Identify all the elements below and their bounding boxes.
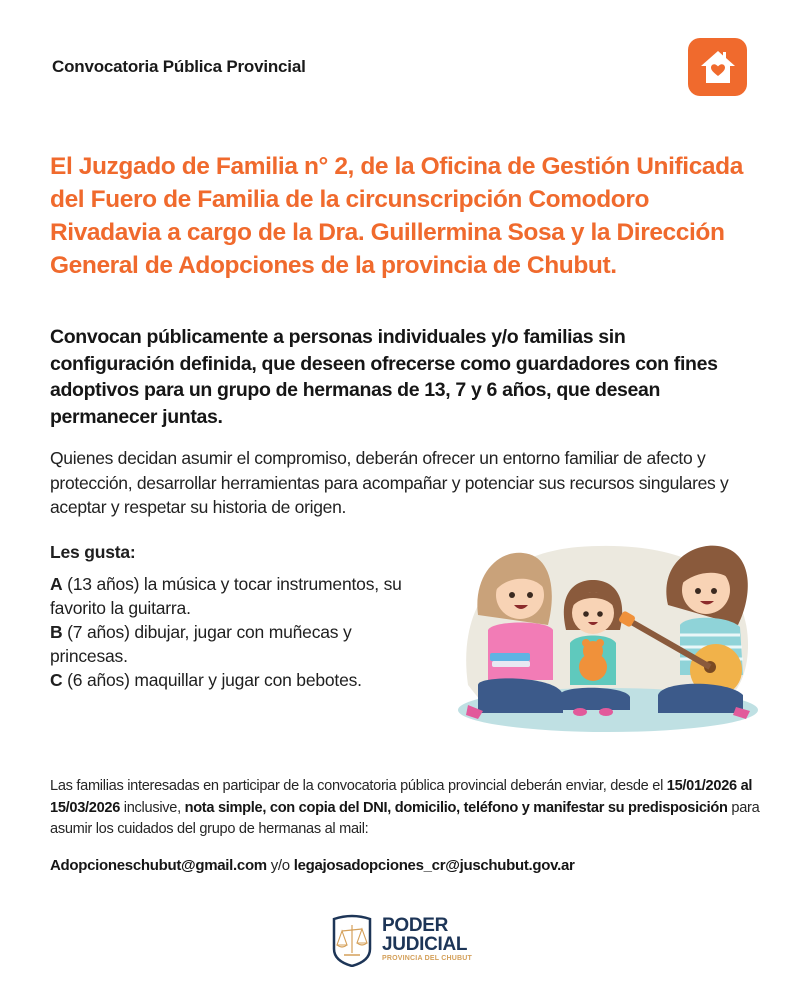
sister-likes: (13 años) la música y tocar instrumentos, su favorito la guitarra. [50, 574, 402, 618]
sisters-illustration [448, 535, 768, 735]
email-separator: y/o [266, 857, 294, 874]
contact-emails [50, 857, 760, 874]
scales-of-justice-shield-icon [330, 913, 374, 967]
instructions-connector: inclusive, [120, 799, 185, 816]
poder-judicial-logo [330, 910, 480, 970]
header-title: Convocatoria Pública Provincial [52, 57, 306, 76]
logo-line-poder: PODER [382, 915, 449, 936]
call-summary: Convocan públicamente a personas individuales y/o familias sin configuración definida, que deseen ofrecerse como guardadores con fines adoptivos para un grupo de hermanas de 13, 7 y 6 años, que desean permanecer juntas. [50, 326, 718, 428]
instructions-intro: Las familias interesadas en participar de la convocatoria pública provincial deberán enviar, desde el [50, 778, 667, 794]
sister-letter: A [50, 574, 63, 594]
likes-title: Les gusta: [50, 542, 136, 562]
commitment-text: Quienes decidan asumir el compromiso, deberán ofrecer un entorno familiar de afecto y protección, desarrollar herramientas para acompañar y potenciar sus recursos singulares y aceptar y respetar su historia de origen. [50, 448, 729, 517]
email-link-primary[interactable]: Adopcioneschubut@gmail.com [50, 857, 267, 874]
home-badge [688, 38, 747, 96]
email-link-secondary[interactable]: legajosadopciones_cr@juschubut.gov.ar [293, 857, 575, 874]
headline: El Juzgado de Familia n° 2, de la Oficina de Gestión Unificada del Fuero de Familia de la circunscripción Comodoro Rivadavia a cargo de la Dra. Guillermina Sosa y la Dirección General de Adopciones de la provincia de Chubut. [50, 153, 743, 279]
likes-item-c [50, 668, 430, 692]
sister-letter: B [50, 622, 63, 642]
logo-line-province: PROVINCIA DEL CHUBUT [382, 955, 472, 962]
logo-line-judicial: JUDICIAL [382, 934, 468, 955]
sister-letter: C [50, 670, 63, 690]
sister-likes: (7 años) dibujar, jugar con muñecas y princesas. [50, 622, 352, 666]
likes-item-b [50, 620, 430, 668]
sister-likes: (6 años) maquillar y jugar con bebotes. [62, 670, 362, 690]
instructions-outro: para asumir los cuidados del grupo de hermanas al mail: [50, 799, 760, 837]
likes-item-a [50, 572, 430, 620]
likes-section [50, 540, 430, 692]
logo-text [382, 916, 472, 964]
date-range: 15/01/2026 al 15/03/2026 [50, 778, 753, 816]
instructions [50, 776, 760, 841]
requirements: nota simple, con copia del DNI, domicilio, teléfono y manifestar su predisposición [184, 799, 728, 816]
home-heart-icon [698, 47, 738, 87]
